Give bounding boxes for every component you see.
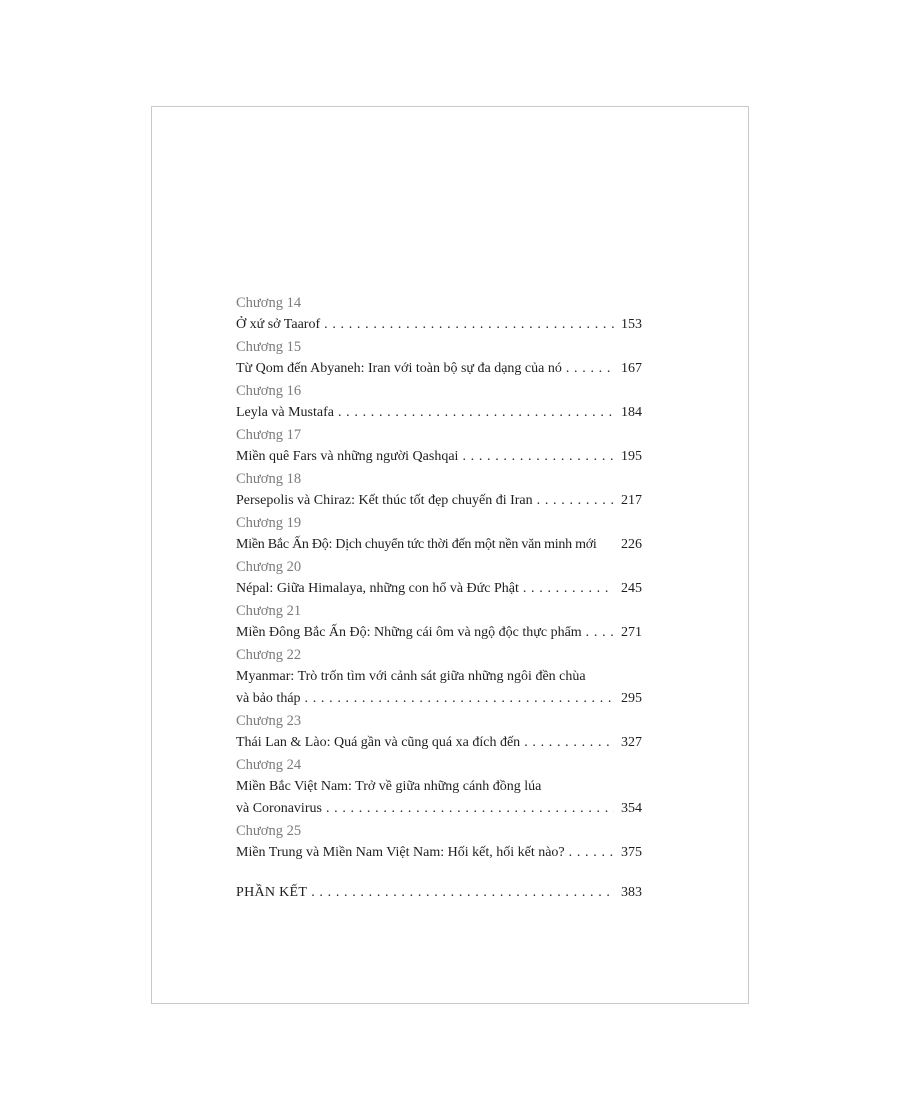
toc-entry-epilogue xyxy=(236,882,642,904)
chapter-label: Chương 24 xyxy=(236,757,302,773)
toc-line xyxy=(236,490,642,512)
page-number: 153 xyxy=(621,317,642,332)
dot-leader xyxy=(338,402,614,424)
dot-leader xyxy=(586,622,614,644)
chapter-label: Chương 16 xyxy=(236,383,302,399)
toc-entry-24 xyxy=(236,754,642,820)
toc-entry-21 xyxy=(236,600,642,644)
chapter-label: Chương 23 xyxy=(236,713,302,729)
chapter-title: Từ Qom đến Abyaneh: Iran với toàn bộ sự đa dạng của nó xyxy=(236,361,562,376)
page-number: 271 xyxy=(621,625,642,640)
table-of-contents xyxy=(236,292,642,904)
chapter-label: Chương 25 xyxy=(236,823,302,839)
toc-entry-17 xyxy=(236,424,642,468)
epilogue-title: PHẦN KẾT xyxy=(236,885,308,900)
toc-entry-14 xyxy=(236,292,642,336)
toc-line xyxy=(236,622,642,644)
dot-leader xyxy=(524,732,614,754)
chapter-label: Chương 14 xyxy=(236,295,302,311)
chapter-title: Népal: Giữa Himalaya, những con hổ và Đức Phật xyxy=(236,581,519,596)
chapter-title: Miền quê Fars và những người Qashqai xyxy=(236,449,459,464)
toc-entry-15 xyxy=(236,336,642,380)
toc-entry-16 xyxy=(236,380,642,424)
dot-leader xyxy=(326,798,614,820)
chapter-title: Leyla và Mustafa xyxy=(236,405,334,420)
dot-leader xyxy=(305,688,614,710)
page-number: 295 xyxy=(621,691,642,706)
page-number: 375 xyxy=(621,845,642,860)
chapter-title: Persepolis và Chiraz: Kết thúc tốt đẹp chuyến đi Iran xyxy=(236,493,533,508)
dot-leader xyxy=(523,578,614,600)
page-number: 195 xyxy=(621,449,642,464)
toc-line xyxy=(236,402,642,424)
chapter-label: Chương 17 xyxy=(236,427,302,443)
toc-line xyxy=(236,314,642,336)
page-number: 226 xyxy=(621,537,642,552)
toc-line xyxy=(236,688,642,710)
page-number: 327 xyxy=(621,735,642,750)
toc-entry-23 xyxy=(236,710,642,754)
dot-leader xyxy=(569,842,614,864)
chapter-title-line2: và Coronavirus xyxy=(236,801,322,816)
toc-entry-22 xyxy=(236,644,642,710)
chapter-title: Miền Đông Bắc Ấn Độ: Những cái ôm và ngộ độc thực phẩm xyxy=(236,625,582,640)
chapter-label: Chương 19 xyxy=(236,515,302,531)
chapter-label: Chương 21 xyxy=(236,603,302,619)
dot-leader xyxy=(462,446,614,468)
chapter-title: Ở xứ sở Taarof xyxy=(236,317,321,332)
toc-line xyxy=(236,842,642,864)
chapter-title-line1: Miền Bắc Việt Nam: Trở về giữa những cánh đồng lúa xyxy=(236,779,542,794)
chapter-title: Miền Bắc Ấn Độ: Dịch chuyển tức thời đến một nền văn minh mới xyxy=(236,537,597,552)
page-number: 383 xyxy=(621,885,642,900)
dot-leader xyxy=(566,358,614,380)
chapter-title-line2: và bảo tháp xyxy=(236,691,301,706)
toc-line xyxy=(236,534,642,556)
toc-line xyxy=(236,358,642,380)
toc-entry-20 xyxy=(236,556,642,600)
chapter-label: Chương 20 xyxy=(236,559,302,575)
chapter-title: Miền Trung và Miền Nam Việt Nam: Hối kết, hối kết nào? xyxy=(236,845,565,860)
toc-line xyxy=(236,732,642,754)
toc-line xyxy=(236,798,642,820)
toc-entry-18 xyxy=(236,468,642,512)
chapter-title-line1: Myanmar: Trò trốn tìm với cảnh sát giữa những ngôi đền chùa xyxy=(236,669,586,684)
toc-line xyxy=(236,882,642,904)
toc-entry-25 xyxy=(236,820,642,864)
toc-entry-19 xyxy=(236,512,642,556)
chapter-title: Thái Lan & Lào: Quá gần và cũng quá xa đích đến xyxy=(236,735,521,750)
page-number: 245 xyxy=(621,581,642,596)
chapter-label: Chương 15 xyxy=(236,339,302,355)
page-number: 217 xyxy=(621,493,642,508)
chapter-label: Chương 18 xyxy=(236,471,302,487)
dot-leader xyxy=(324,314,614,336)
dot-leader xyxy=(311,882,614,904)
dot-leader xyxy=(537,490,614,512)
toc-line xyxy=(236,578,642,600)
page-number: 184 xyxy=(621,405,642,420)
page-number: 167 xyxy=(621,361,642,376)
chapter-label: Chương 22 xyxy=(236,647,302,663)
toc-line xyxy=(236,446,642,468)
page-number: 354 xyxy=(621,801,642,816)
